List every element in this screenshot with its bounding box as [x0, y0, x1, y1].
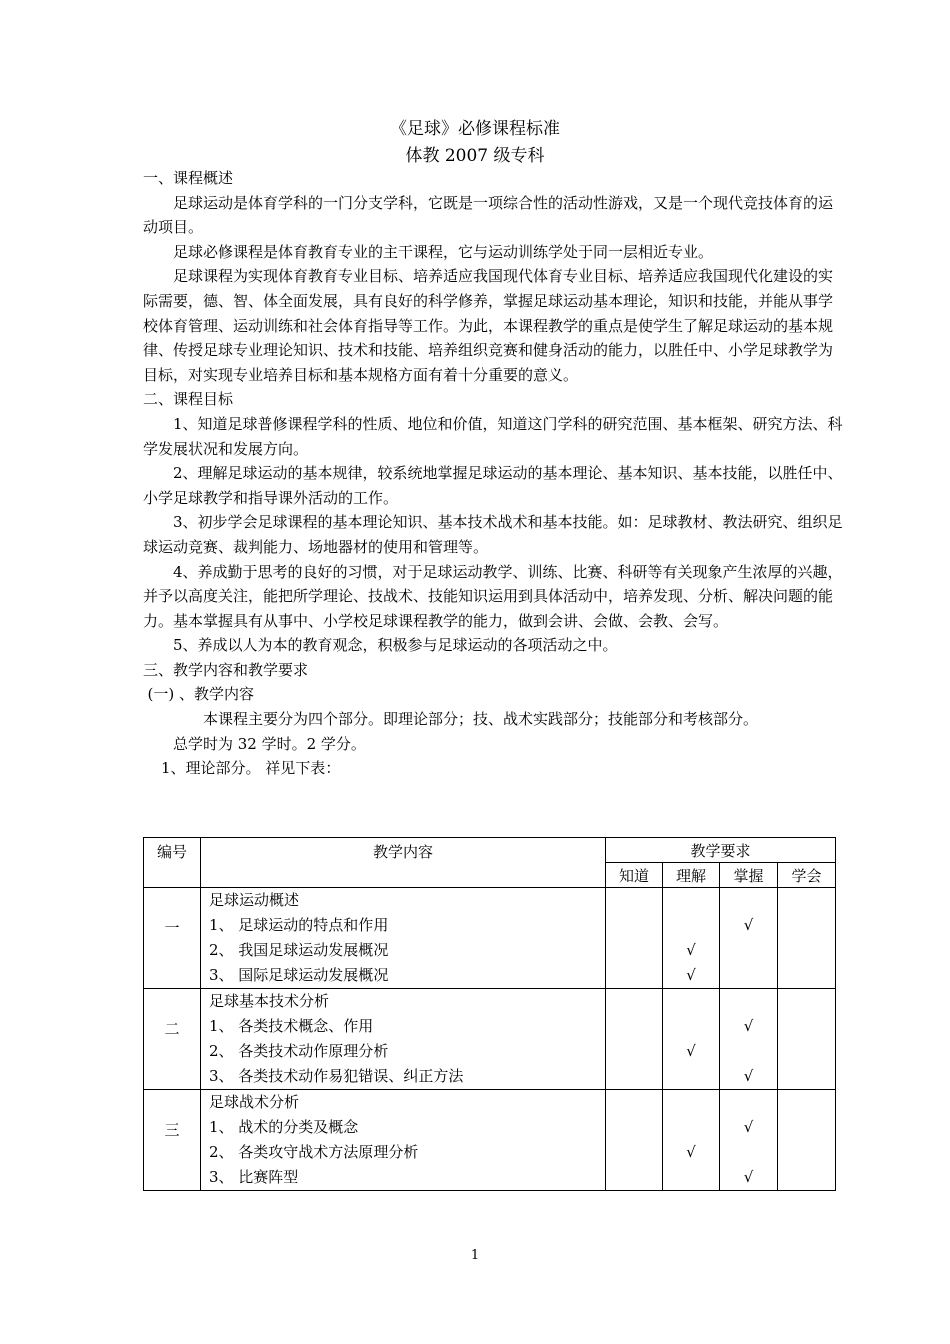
- content-item: 1、 足球运动的特点和作用: [209, 916, 389, 934]
- header-number: 编号: [144, 838, 201, 888]
- check-mark: √: [686, 966, 696, 984]
- header-content: 教学内容: [201, 838, 606, 888]
- requirement-cell: [606, 1090, 663, 1191]
- content-item: 2、 我国足球运动发展概况: [209, 941, 389, 959]
- requirement-cell: [663, 989, 720, 1090]
- group-number: 三: [144, 1090, 201, 1191]
- page-number: 1: [470, 1248, 480, 1263]
- section-heading: 二、课程目标: [143, 390, 234, 409]
- content-item: 3、 国际足球运动发展概况: [209, 966, 389, 984]
- paragraph: 足球运动是体育学科的一门分支学科，它既是一项综合性的活动性游戏，又是一个现代竞技体育的运动项目。: [143, 193, 834, 237]
- document-body: [143, 166, 843, 781]
- requirement-cell: [778, 888, 836, 989]
- syllabus-table: [143, 837, 836, 1191]
- check-mark: √: [686, 1042, 696, 1060]
- content-item: 3、 比赛阵型: [209, 1168, 299, 1186]
- check-mark: √: [743, 1168, 754, 1186]
- table-row: [144, 1090, 836, 1191]
- paragraph: 总学时为 32 学时。2 学分。: [173, 734, 366, 753]
- document-subtitle: 体教 2007 级专科: [405, 146, 545, 166]
- check-mark: √: [743, 1017, 754, 1035]
- check-mark: √: [686, 1143, 696, 1161]
- requirement-cell: [720, 1090, 778, 1191]
- check-mark: √: [743, 1067, 754, 1085]
- group-number: 二: [144, 989, 201, 1090]
- requirement-cell: [720, 989, 778, 1090]
- header-requirements: 教学要求: [606, 838, 836, 863]
- paragraph: 足球课程为实现体育教育专业目标、培养适应我国现代体育专业目标、培养适应我国现代化建设的实际需要，德、智、体全面发展，具有良好的科学修养，掌握足球运动基本理论，知识和技能，并能从事学校体育管理、运动训练和社会体育指导等工作。为此，本课程教学的重点是使学生了解足球运动的基本规律、传授足球专业理论知识、技术和技能、培养组织竞赛和健身活动的能力，以胜任中、小学足球教学为目标，对实现专业培养目标和基本规格方面有着十分重要的意义。: [143, 267, 834, 384]
- subsection-heading: (一) 、教学内容: [147, 685, 254, 704]
- paragraph: 2、理解足球运动的基本规律，较系统地掌握足球运动的基本理论、基本知识、基本技能，以胜任中、小学足球教学和指导课外活动的工作。: [143, 464, 843, 507]
- requirement-cell: [778, 989, 836, 1090]
- requirement-cell: [606, 989, 663, 1090]
- table-row: [144, 989, 836, 1090]
- paragraph: 3、初步学会足球课程的基本理论知识、基本技术战术和基本技能。如：足球教材、教法研究、组织足球运动竞赛、裁判能力、场地器材的使用和管理等。: [143, 513, 843, 556]
- requirement-cell: [778, 1090, 836, 1191]
- header-level: 掌握: [720, 863, 778, 888]
- requirement-cell: [663, 1090, 720, 1191]
- content-item: 2、 各类攻守战术方法原理分析: [209, 1143, 419, 1161]
- header-level: 知道: [606, 863, 663, 888]
- paragraph: 1、理论部分。 祥见下表：: [161, 759, 341, 778]
- content-item: 1、 各类技术概念、作用: [209, 1017, 374, 1035]
- group-content: [201, 989, 606, 1090]
- check-mark: √: [743, 916, 754, 934]
- paragraph: 1、知道足球普修课程学科的性质、地位和价值，知道这门学科的研究范围、基本框架、研究方法、科学发展状况和发展方向。: [143, 414, 843, 458]
- paragraph: 4、养成勤于思考的良好的习惯，对于足球运动教学、训练、比赛、科研等有关现象产生浓厚的兴趣，并予以高度关注，能把所学理论、技战术、技能知识运用到具体活动中，培养发现、分析、解决问题的能力。基本掌握具有从事中、小学校足球课程教学的能力，做到会讲、会做、会教、会写。: [143, 562, 843, 630]
- check-mark: √: [743, 1118, 754, 1136]
- requirement-cell: [663, 888, 720, 989]
- requirement-cell: [720, 888, 778, 989]
- table-row: [144, 888, 836, 989]
- document-title: 《足球》必修课程标准: [390, 119, 560, 139]
- requirement-cell: [606, 888, 663, 989]
- paragraph: 5、养成以人为本的教育观念，积极参与足球运动的各项活动之中。: [173, 636, 618, 655]
- group-number: 一: [144, 888, 201, 989]
- group-content: [201, 1090, 606, 1191]
- group-title: 足球战术分析: [209, 1093, 300, 1111]
- content-item: 3、 各类技术动作易犯错误、纠正方法: [209, 1067, 464, 1085]
- header-level: 学会: [778, 863, 836, 888]
- group-content: [201, 888, 606, 989]
- paragraph: 足球必修课程是体育教育专业的主干课程，它与运动训练学处于同一层相近专业。: [173, 242, 714, 261]
- check-mark: √: [686, 941, 696, 959]
- group-title: 足球基本技术分析: [209, 992, 330, 1010]
- content-item: 1、 战术的分类及概念: [209, 1118, 359, 1136]
- header-level: 理解: [663, 863, 720, 888]
- group-title: 足球运动概述: [209, 891, 300, 909]
- paragraph: 本课程主要分为四个部分。即理论部分；技、战术实践部分；技能部分和考核部分。: [203, 710, 759, 729]
- section-heading: 一、课程概述: [143, 169, 234, 187]
- section-heading: 三、教学内容和教学要求: [143, 660, 309, 679]
- content-item: 2、 各类技术动作原理分析: [209, 1042, 389, 1060]
